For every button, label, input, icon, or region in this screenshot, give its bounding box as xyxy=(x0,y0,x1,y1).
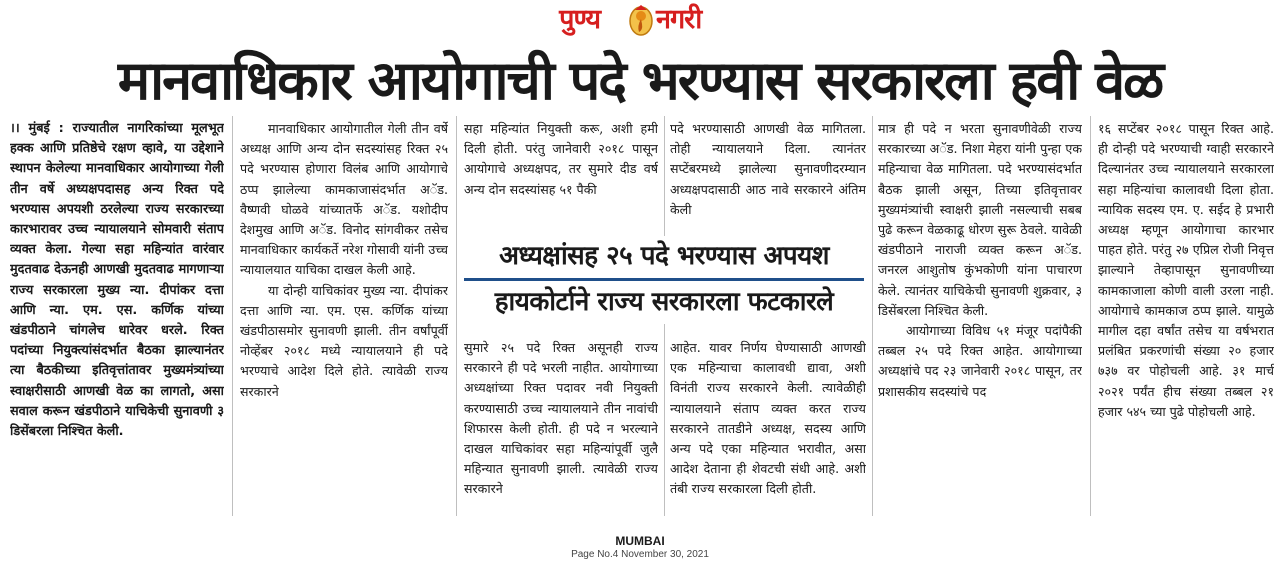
article-column-2 xyxy=(240,119,448,521)
headline: मानवाधिकार आयोगाची पदे भरण्यास सरकारला हवी वेळ xyxy=(117,49,1163,112)
article-column-4-bottom: आहेत. यावर निर्णय घेण्यासाठी आणखी एक महिन्याचा कालावधी द्यावा, अशी विनंती राज्य सरकारने केली. त्यावेळीही न्यायालयाने संताप व्यक्त करत राज्य सरकारने तातडीने अध्यक्ष, सदस्य आणि अन्य पदे एका महिन्यात भरावीत, असा आदेश देताना ही शेवटची संधी आहे. अशी तंबी राज्य सरकारला दिली होती. xyxy=(670,340,866,497)
article-lead: ।। मुंबई : राज्यातील नागरिकांच्या मूलभूत हक्क आणि प्रतिष्ठेचे रक्षण व्हावे, या उद्देशाने स्थापन केलेल्या मानवाधिकार आयोगाच्या गेली तीन वर्षे अध्यक्षपदासह अन्य रिक्त पदे भरण्यास अपयशी ठरलेल्या राज्य सरकारच्या कारभारावर उच्च न्यायालयाने सोमवारी संताप व्यक्त केला. गेल्या सहा महिन्यांत वारंवार मुदतवाढ देऊनही आणखी मुदतवाढ मागणाऱ्या राज्य सरकारला मुख्य न्या. दीपांकर दत्ता आणि न्या. एम. एस. कर्णिक यांच्या खंडपीठाने चांगलेच धारेवर धरले. रिक्त पदांच्या नियुक्त्यांसंदर्भात बैठका झाल्यानंतर त्या बैठकीच्या इतिवृत्तांतावर मुख्यमंत्र्यांच्या स्वाक्षरीसाठी आणखी वेळ का लागतो, असा सवाल करून खंडपीठाने याचिकेची सुनावणी ३ डिसेंबरला निश्चित केली. xyxy=(10,121,224,440)
column-divider xyxy=(1090,116,1091,516)
article-paragraph: या दोन्ही याचिकांवर मुख्य न्या. दीपांकर दत्ता आणि न्या. एम. एस. कर्णिक यांच्या खंडपीठासमोर सुनावणी झाली. तीन वर्षांपूर्वी नोव्हेंबर २०१८ मध्ये न्यायालयाने ही पदे भरण्याचे आदेश दिले होते. त्यावेळी राज्य सरकारने xyxy=(240,282,448,399)
subheadline-line-2: हायकोर्टाने राज्य सरकारला फटकारले xyxy=(494,287,834,317)
article-paragraph: आयोगाच्या विविध ५१ मंजूर पदांपैकी तब्बल २५ पदे रिक्त आहेत. आयोगाच्या अध्यक्षांचे पद २३ जानेवारी २०१८ पासून, तर प्रशासकीय सदस्यांचे पद xyxy=(878,323,1082,399)
subheadline-box xyxy=(462,236,866,324)
masthead-right: नगरी xyxy=(656,4,702,35)
article-column-4-top: पदे भरण्यासाठी आणखी वेळ मागितला. तोही न्यायालयाने दिला. त्यानंतर सप्टेंबरमध्ये झालेल्या सुनावणीदरम्यान अध्यक्षपदासाठी आठ नावे सरकारने अंतिम केली xyxy=(670,121,866,217)
article-column-3-bottom: सुमारे २५ पदे रिक्त असूनही राज्य सरकारने ही पदे भरली नाहीत. आयोगाच्या अध्यक्षांच्या रिक्त पदावर नवी नियुक्ती करण्यासाठी उच्च न्यायालयाने तीन नावांची शिफारस केली होती. ही पदे न भरल्याने दाखल याचिकांवर सहा महिन्यांपूर्वी जुलै महिन्यात सुनावणी झाली. त्यावेळी राज्य सरकारने xyxy=(464,340,658,497)
footer-city: MUMBAI xyxy=(615,534,665,548)
article-column-3-top: सहा महिन्यांत नियुक्ती करू, अशी हमी दिली होती. परंतु जानेवारी २०१८ पासून आयोगाचे अध्यक्षपद, तर सुमारे दीड वर्ष अन्य दोन सदस्यांसह ५१ पैकी xyxy=(464,121,658,197)
article-column-5 xyxy=(878,119,1082,521)
article-column-6: १६ सप्टेंबर २०१८ पासून रिक्त आहे. ही दोन्ही पदे भरण्याची ग्वाही सरकारने दिल्यानंतर उच्च न्यायालयाने सरकारला सहा महिन्यांचा कालावधी दिला होता. न्यायिक सदस्य एम. ए. सईद हे प्रभारी अध्यक्ष म्हणून आयोगाचा कारभार पाहत होते. परंतु २७ एप्रिल रोजी निवृत्त झाल्याने तेव्हापासून सुनावणीच्या कामकाजाला कोणी वाली उरला नाही. आयोगाचे कामकाज ठप्प झाले. यामुळे मागील दहा वर्षांत तसेच या वर्षभरात प्रलंबित प्रकरणांची संख्या २० हजार ७३७ वर पोहोचली आहे. ३१ मार्च २०२१ पर्यंत हीच संख्या तब्बल २१ हजार ५४५ च्या पुढे पोहोचली आहे. xyxy=(1098,121,1274,419)
subheadline-rule xyxy=(464,278,864,281)
masthead-left: पुण्य xyxy=(559,4,600,35)
subheadline-line-1: अध्यक्षांसह २५ पदे भरण्यास अपयश xyxy=(499,241,829,271)
column-divider xyxy=(456,116,457,516)
article-paragraph: मानवाधिकार आयोगातील गेली तीन वर्षे अध्यक्ष आणि अन्य दोन सदस्यांसह रिक्त २५ पदे भरण्यास होणारा विलंब आणि आयोगाचे ठप्प झालेल्या कामकाजासंदर्भात अॅड. वैष्णवी घोळवे यांच्यातर्फे अॅड. यशोदीप देशमुख आणि अॅड. विनोद सांगवीकर तसेच मानवाधिकार कार्यकर्ते नरेश गोसावी यांनी उच्च न्यायालयात याचिका दाखल केली आहे. xyxy=(240,121,448,278)
column-divider xyxy=(232,116,233,516)
column-divider xyxy=(872,116,873,516)
footer-page-info: Page No.4 November 30, 2021 xyxy=(571,549,709,560)
masthead xyxy=(0,0,1280,44)
ganesh-emblem-icon xyxy=(628,4,654,36)
article-paragraph: मात्र ही पदे न भरता सुनावणीवेळी राज्य सरकारच्या अॅड. निशा मेहरा यांनी पुन्हा एक महिन्याचा वेळ मागितला. पदे भरण्यासंदर्भात बैठक झाली असून, तिच्या इतिवृत्तावर मुख्यमंत्र्यांची स्वाक्षरी झाली नसल्याची सबब पुढे करून वेळकाढू धोरण सुरू ठेवले. यावेळी खंडपीठाने नाराजी व्यक्त करून अॅड. जनरल आशुतोष कुंभकोणी यांना पाचारण केले. त्यानंतर याचिकेची सुनावणी शुक्रवार, ३ डिसेंबरला निश्चित केली. xyxy=(878,121,1082,318)
